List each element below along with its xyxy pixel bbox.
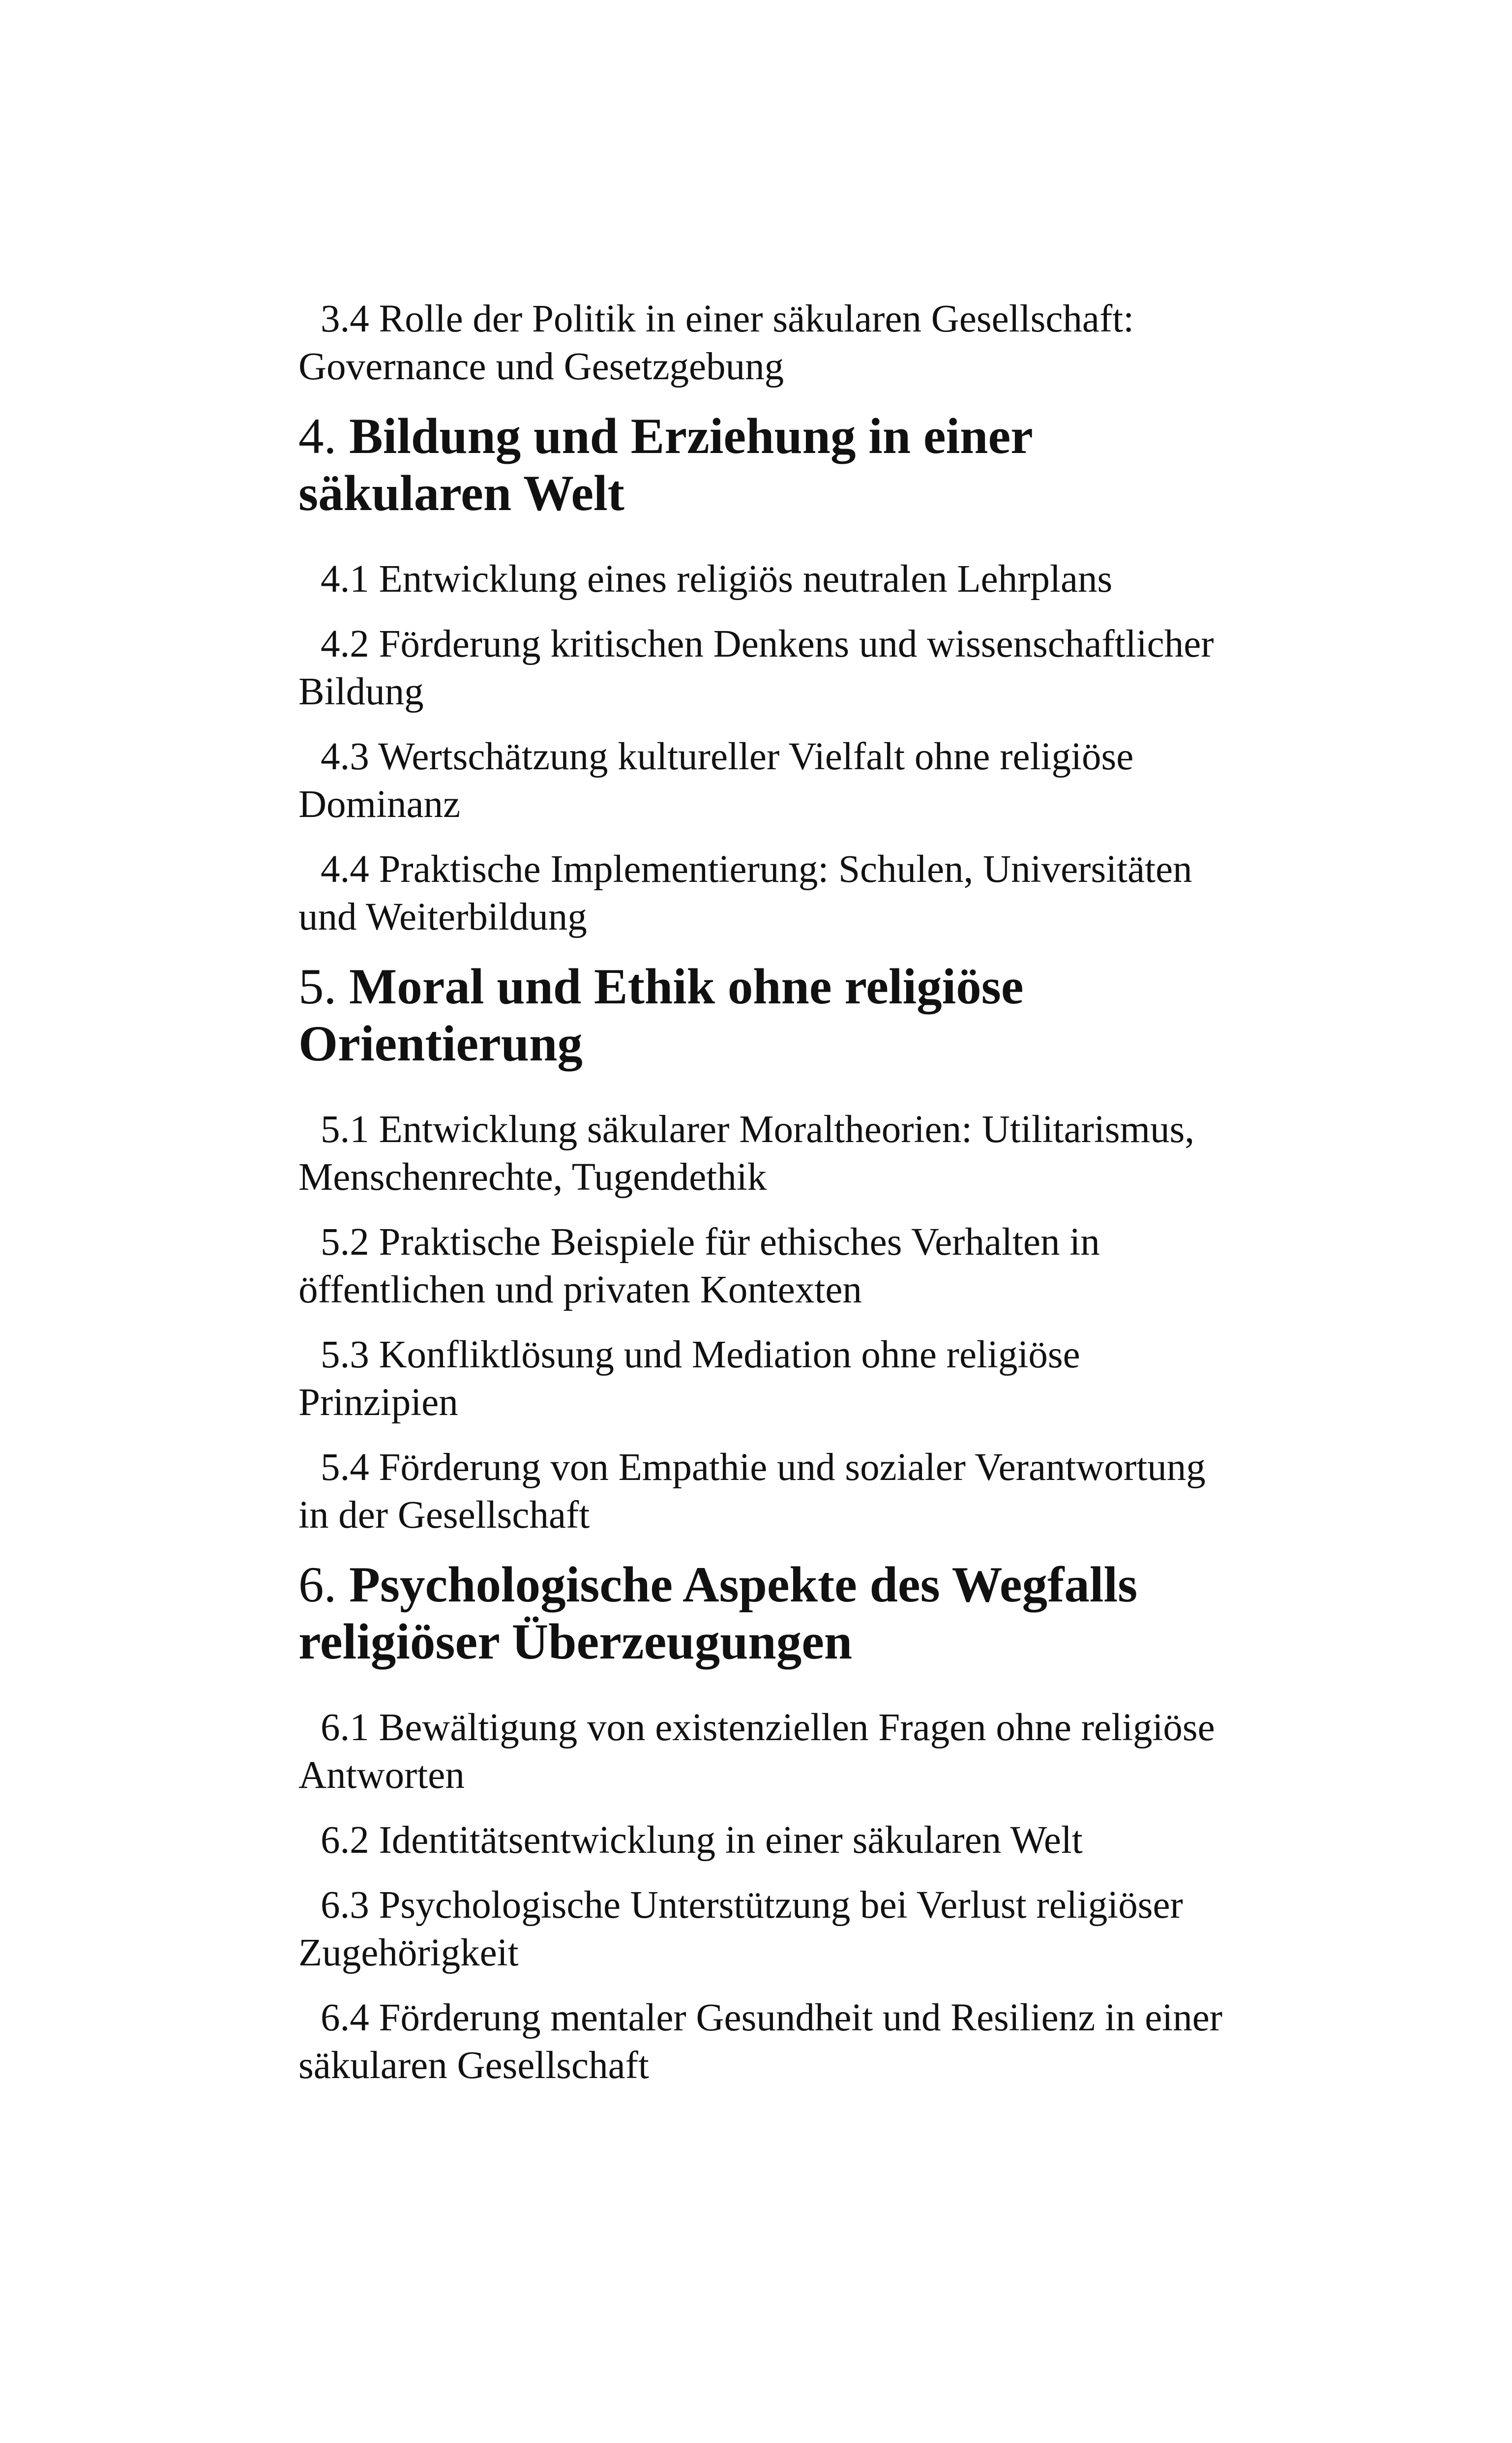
toc-chapter-heading [298,408,1233,522]
toc-item: 4.2 Förderung kritischen Denkens und wissenschaftlicher Bildung [298,623,1214,713]
toc-item: 5.1 Entwicklung säkularer Moraltheorien: Utilitarismus, Menschenrechte, Tugendethik [298,1108,1195,1199]
toc-item: 3.4 Rolle der Politik in einer säkularen Gesellschaft: Governance und Gesetzgebung [298,298,1134,388]
toc-item: 6.1 Bewältigung von existenziellen Fragen ohne religiöse Antworten [298,1706,1215,1797]
table-of-contents [298,295,1233,2107]
chapter-number: 6. [298,1557,337,1613]
toc-chapter-heading [298,1556,1233,1670]
toc-item: 6.2 Identitätsentwicklung in einer säkularen Welt [321,1819,1083,1862]
chapter-number: 5. [298,959,337,1015]
toc-chapter-heading [298,958,1233,1072]
toc-item: 5.4 Förderung von Empathie und sozialer Verantwortung in der Gesellschaft [298,1446,1206,1537]
chapter-number: 4. [298,408,337,464]
toc-item: 6.3 Psychologische Unterstützung bei Verlust religiöser Zugehörigkeit [298,1884,1183,1974]
toc-item: 4.4 Praktische Implementierung: Schulen, Universitäten und Weiterbildung [298,848,1192,938]
chapter-title: Psychologische Aspekte des Wegfalls religiöser Überzeugungen [298,1557,1138,1670]
toc-item: 6.4 Förderung mentaler Gesundheit und Resilienz in einer säkularen Gesellschaft [298,1996,1223,2087]
chapter-title: Bildung und Erziehung in einer säkularen Welt [298,408,1033,521]
toc-item: 5.3 Konfliktlösung und Mediation ohne religiöse Prinzipien [298,1333,1080,1424]
toc-item: 4.1 Entwicklung eines religiös neutralen Lehrplans [321,558,1113,601]
toc-item: 4.3 Wertschätzung kultureller Vielfalt ohne religiöse Dominanz [298,735,1134,826]
chapter-title: Moral und Ethik ohne religiöse Orientierung [298,959,1024,1072]
toc-item: 5.2 Praktische Beispiele für ethisches Verhalten in öffentlichen und privaten Kontexten [298,1221,1100,1311]
